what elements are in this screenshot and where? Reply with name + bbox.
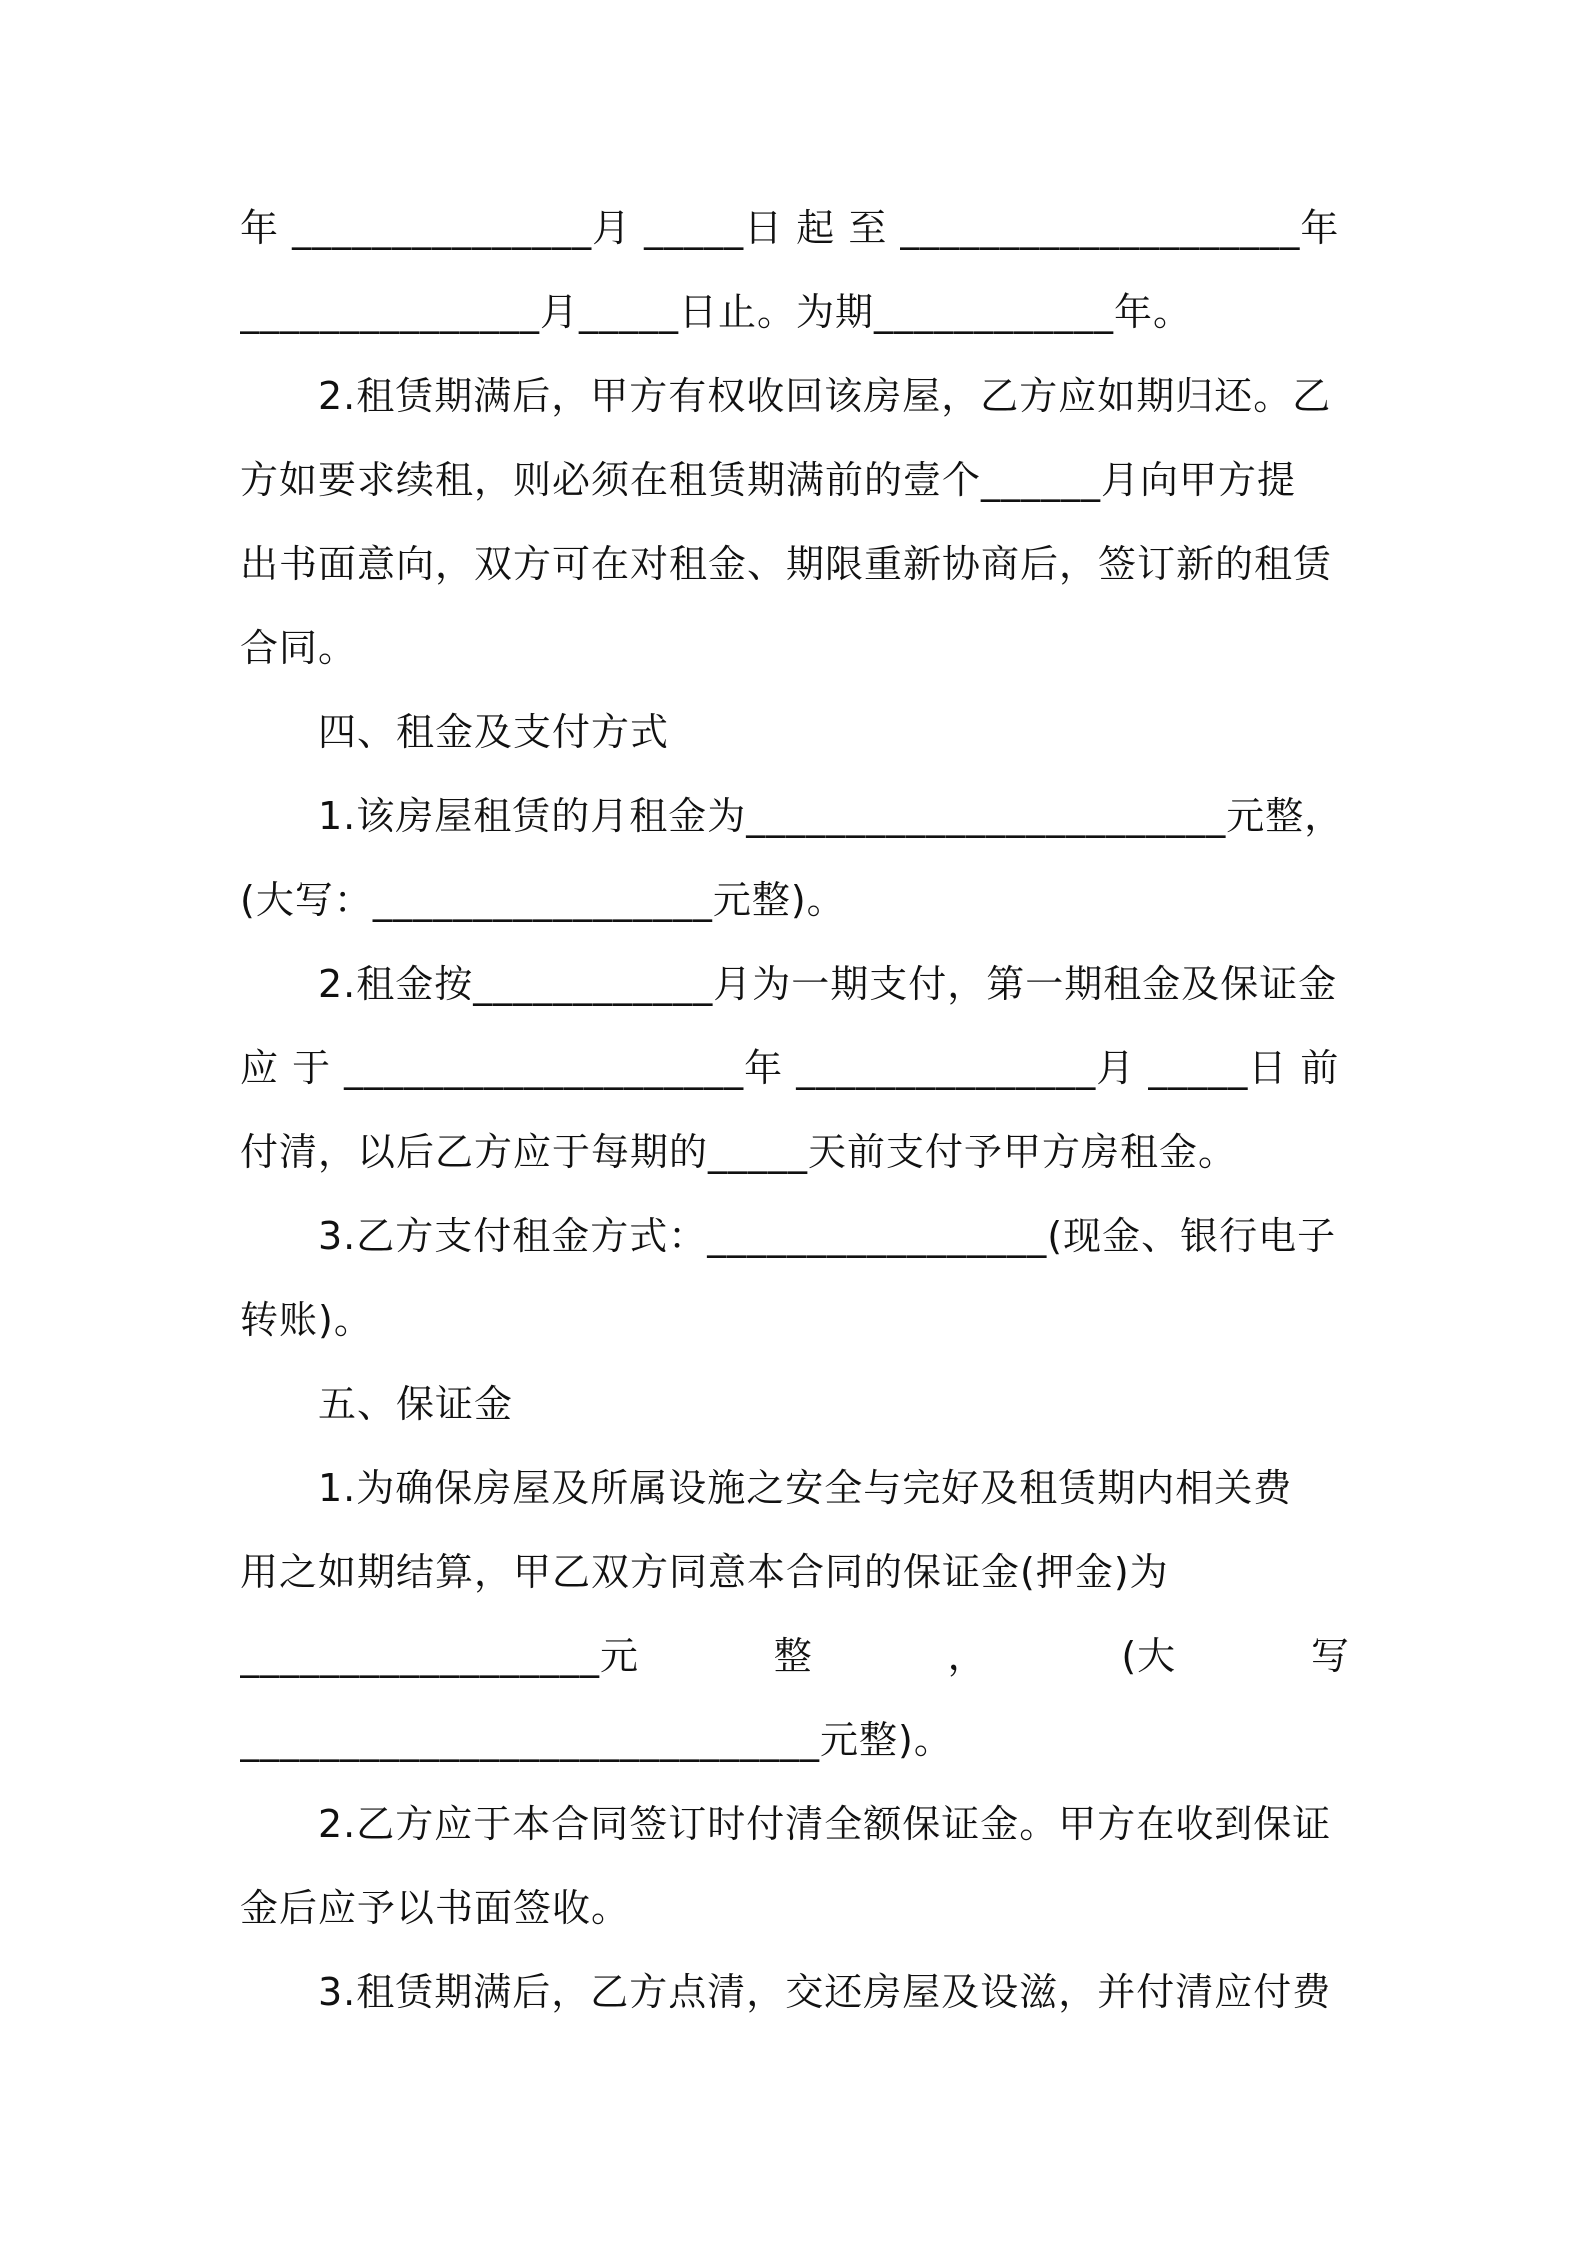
text-line-18-part-1: __________________元 [240,1634,640,1678]
text-line-8: 1.该房屋租赁的月租金为________________________元整， [318,794,1344,838]
text-line-13: 3.乙方支付租金方式：_________________(现金、银行电子 [318,1214,1337,1258]
text-line-6: 合同。 [240,626,358,670]
text-line-12: 付清，以后乙方应于每期的_____天前支付予甲方房租金。 [240,1130,1238,1174]
section-heading-5: 五、保证金 [318,1382,514,1426]
text-line-10: 2.租金按____________月为一期支付，第一期租金及保证金 [318,962,1338,1006]
text-line-18 [240,1626,1350,1686]
text-line-22: 3.租赁期满后，乙方点清，交还房屋及设滋，并付清应付费 [318,1970,1332,2014]
text-line-2: _______________月_____日止。为期____________年。 [240,290,1193,334]
text-line-21: 金后应予以书面签收。 [240,1886,631,1930]
text-line-3: 2.租赁期满后，甲方有权收回该房屋，乙方应如期归还。乙 [318,374,1332,418]
text-line-9: (大写：_________________元整)。 [240,878,846,922]
section-heading-4: 四、租金及支付方式 [318,710,670,754]
text-line-19: _____________________________元整)。 [240,1718,953,1762]
text-line-18-part-3: ， [947,1634,987,1678]
text-line-18-part-5: 写 [1310,1634,1350,1678]
text-line-18-part-4: (大 [1121,1634,1177,1678]
text-line-1: 年 _______________月 _____日 起 至 ____________________年 [240,206,1340,250]
text-line-5: 出书面意向，双方可在对租金、期限重新协商后，签订新的租赁 [240,542,1333,586]
text-line-11: 应 于 ____________________年 _______________月 _____日 前 [240,1046,1340,1090]
text-line-14: 转账)。 [240,1298,373,1342]
text-line-20: 2.乙方应于本合同签订时付清全额保证金。甲方在收到保证 [318,1802,1332,1846]
text-line-16: 1.为确保房屋及所属设施之安全与完好及租赁期内相关费 [318,1466,1293,1510]
text-line-4: 方如要求续租，则必须在租赁期满前的壹个______月向甲方提 [240,458,1297,502]
text-line-17: 用之如期结算，甲乙双方同意本合同的保证金(押金)为 [240,1550,1169,1594]
text-line-18-part-2: 整 [773,1634,813,1678]
